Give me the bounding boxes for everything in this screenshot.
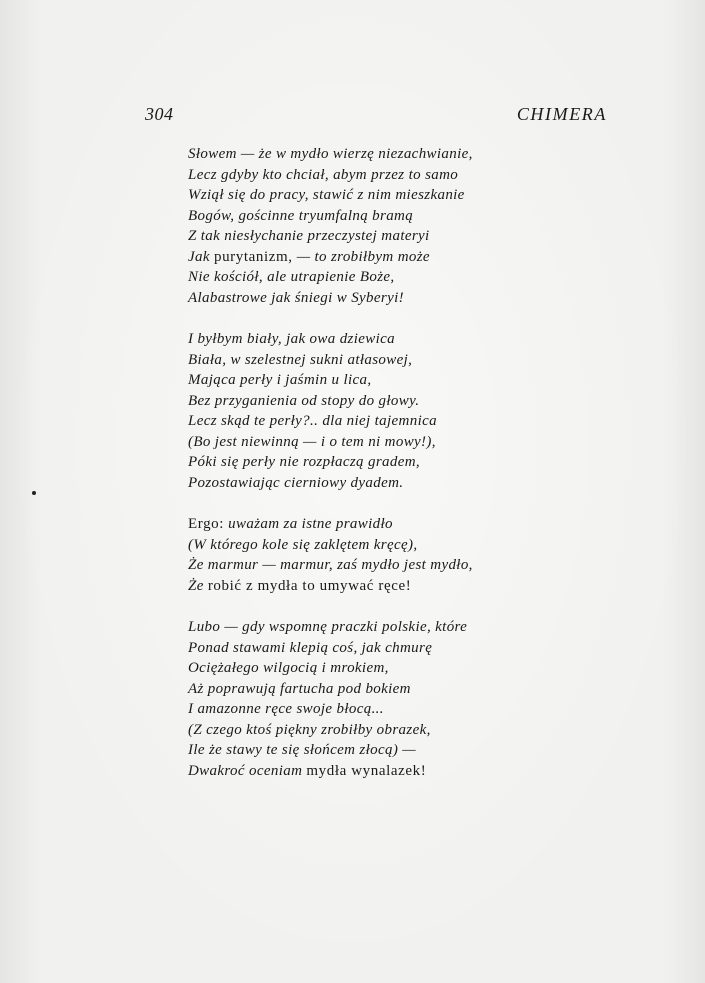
poem-line (188, 164, 608, 185)
poem-line (188, 451, 608, 472)
poem-line-segment: Nie kościół, ale utrapienie Boże, (188, 269, 395, 285)
poem-body (188, 143, 608, 801)
poem-line (188, 205, 608, 226)
poem-line (188, 698, 608, 719)
poem-line-segment: Pozostawiając cierniowy dyadem. (188, 474, 404, 491)
poem-line-segment: Że marmur — marmur, zaś mydło jest mydło, (188, 557, 473, 573)
poem-line-segment: I amazonne ręce swoje błocą... (188, 701, 384, 717)
poem-line-segment: Lecz gdyby kto chciał, abym przez to samo (188, 166, 459, 183)
poem-line-segment: Ergo: (188, 516, 225, 532)
poem-line-segment: Lecz skąd te perły?.. dla niej tajemnica (188, 413, 437, 429)
poem-line (188, 637, 608, 658)
poem-line-segment: Z tak niesłychanie przeczystej materyi (188, 228, 430, 244)
poem-line-segment: (Bo jest niewinną — i o tem ni mowy!), (188, 433, 436, 450)
poem-line-segment: Słowem — że w mydło wierzę niezachwianie, (188, 146, 473, 162)
stanza-4 (188, 616, 608, 780)
poem-line-segment: Wziął się do pracy, stawić z nim mieszkanie (188, 187, 465, 203)
poem-line-segment: uważam za istne prawidło (224, 516, 393, 532)
poem-line-segment: (W którego kole się zaklętem kręcę), (188, 536, 418, 553)
poem-line-segment: (Z czego ktoś piękny zrobiłby obrazek, (188, 721, 431, 738)
poem-line-segment: Że (188, 577, 208, 594)
poem-line (188, 554, 608, 575)
poem-line-segment: Bogów, gościnne tryumfalną bramą (188, 207, 414, 224)
poem-line-segment: Biała, w szelestnej sukni atłasowej, (188, 351, 413, 368)
poem-line (188, 719, 608, 740)
poem-line-segment: Aż poprawują fartucha pod bokiem (188, 680, 411, 697)
poem-line (188, 534, 608, 555)
poem-line (188, 390, 608, 411)
poem-line (188, 657, 608, 678)
poem-line-segment: Jak (188, 248, 214, 265)
poem-line-segment: Póki się perły nie rozpłaczą gradem, (188, 454, 421, 470)
poem-line (188, 616, 608, 637)
poem-line (188, 760, 608, 781)
stanza-2 (188, 328, 608, 492)
poem-line (188, 349, 608, 370)
poem-line-segment: Alabastrowe jak śniegi w Syberyi! (188, 289, 404, 306)
poem-line (188, 225, 608, 246)
poem-line (188, 678, 608, 699)
poem-line (188, 184, 608, 205)
poem-line (188, 369, 608, 390)
poem-line-segment: Mająca perły i jaśmin u lica, (188, 372, 372, 388)
poem-line (188, 266, 608, 287)
poem-line (188, 410, 608, 431)
stanza-1 (188, 143, 608, 307)
poem-line (188, 328, 608, 349)
poem-line-segment: Lubo — gdy wspomnę praczki polskie, które (188, 619, 468, 635)
poem-line-segment: — to zrobiłbym może (292, 248, 430, 265)
poem-line-segment: robić z mydła to umywać ręce! (207, 577, 412, 594)
poem-line-segment: Ociężałego wilgocią i mrokiem, (188, 660, 389, 676)
poem-line-segment: Bez przyganienia od stopy do głowy. (188, 392, 420, 409)
running-head (145, 104, 607, 128)
poem-line (188, 431, 608, 452)
page-number: 304 (145, 104, 174, 124)
poem-line-segment: Ponad stawami klepią coś, jak chmurę (188, 639, 433, 656)
poem-line-segment: Ile że stawy te się słońcem złocą) — (188, 742, 416, 758)
ink-speck (32, 491, 36, 495)
poem-line (188, 143, 608, 164)
poem-line (188, 287, 608, 308)
poem-line-segment: mydła wynalazek! (306, 762, 427, 779)
poem-line-segment: purytanizm, (213, 248, 293, 265)
poem-line (188, 575, 608, 596)
poem-line (188, 739, 608, 760)
poem-line (188, 513, 608, 534)
poem-line (188, 246, 608, 267)
running-title: CHIMERA (516, 104, 607, 124)
poem-line (188, 472, 608, 493)
stanza-3 (188, 513, 608, 595)
poem-line-segment: I byłbym biały, jak owa dziewica (188, 331, 395, 347)
poem-line-segment: Dwakroć oceniam (188, 762, 307, 779)
